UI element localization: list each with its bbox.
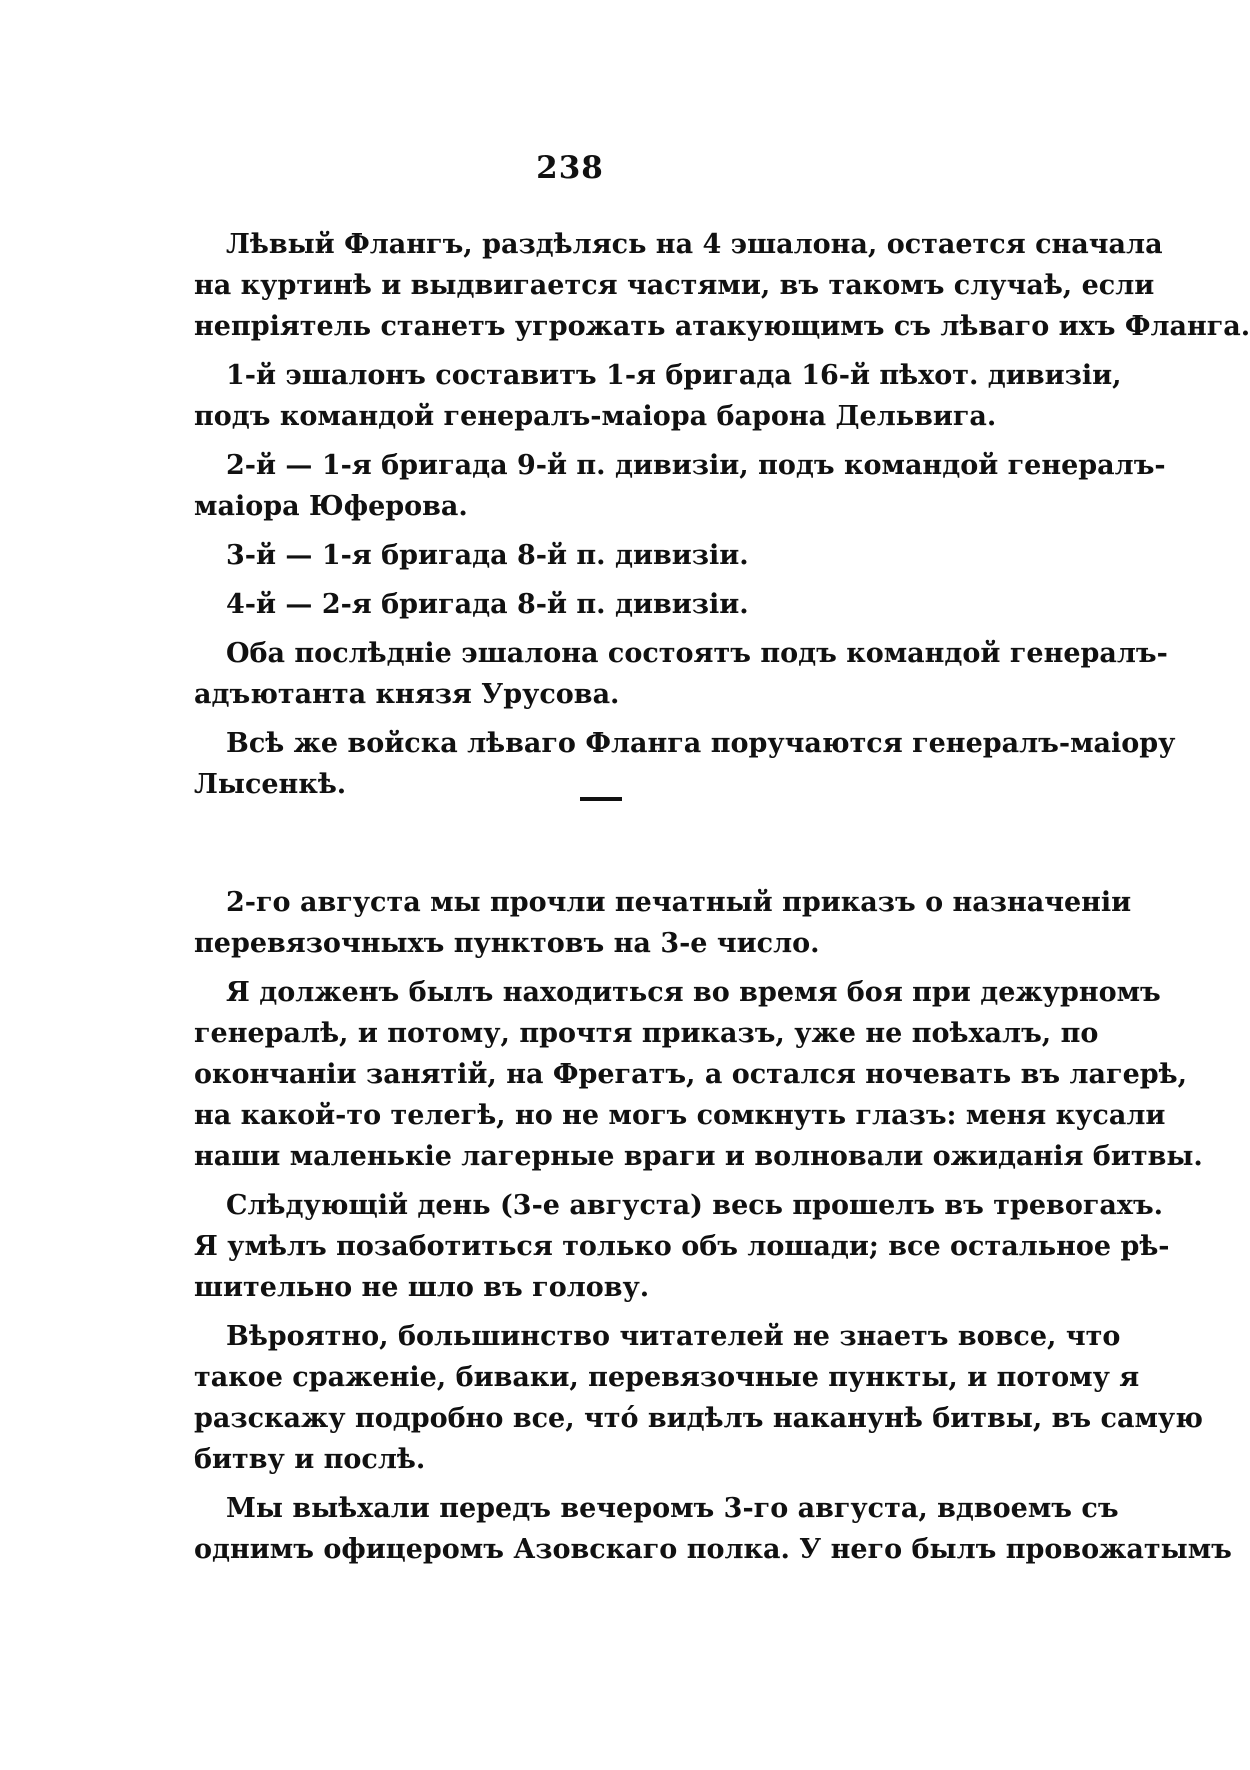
- paragraph: [194, 224, 1250, 347]
- paragraph: [194, 584, 1009, 625]
- text-line: Лѣвый Флангъ, раздѣлясь на 4 эшалона, остается сначала: [226, 229, 1163, 260]
- text-line: маіора Юферова.: [194, 491, 468, 522]
- text-line: Я умѣлъ позаботиться только объ лошади; все остальное рѣ-: [194, 1231, 1170, 1262]
- paragraph: [194, 445, 1166, 527]
- paragraph: [194, 355, 1122, 437]
- paragraph: [194, 633, 1168, 715]
- text-line: наши маленькіе лагерные враги и волновали ожиданія битвы.: [194, 1141, 1203, 1172]
- text-line: непріятель станетъ угрожать атакующимъ съ лѣваго ихъ Фланга.: [194, 311, 1250, 342]
- text-line: Лысенкѣ.: [194, 769, 347, 800]
- text-line: 4-й — 2-я бригада 8-й п. дивизіи.: [226, 589, 749, 620]
- text-line: Мы выѣхали передъ вечеромъ 3-го августа, вдвоемъ съ: [226, 1493, 1119, 1524]
- text-line: на какой-то телегѣ, но не могъ сомкнуть глазъ: меня кусали: [194, 1100, 1166, 1131]
- paragraph: [194, 1185, 1170, 1308]
- text-block-bottom: [194, 882, 1232, 1578]
- paragraph: [194, 972, 1203, 1177]
- paragraph: [194, 723, 1176, 805]
- text-line: Я долженъ былъ находиться во время боя при дежурномъ: [226, 977, 1161, 1008]
- text-line: Слѣдующій день (3-е августа) весь прошелъ въ тревогахъ.: [226, 1190, 1164, 1221]
- text-line: 2-го августа мы прочли печатный приказъ о назначеніи: [226, 887, 1132, 918]
- text-line: Вѣроятно, большинство читателей не знаетъ вовсе, что: [226, 1321, 1121, 1352]
- paragraph: [194, 882, 1132, 964]
- text-line: 2-й — 1-я бригада 9-й п. дивизіи, подъ командой генералъ-: [226, 450, 1166, 481]
- text-line: разскажу подробно все, что́ видѣлъ наканунѣ битвы, въ самую: [194, 1403, 1203, 1434]
- paragraph: [194, 1316, 1203, 1480]
- paragraph: [194, 535, 1009, 576]
- text-block-top: [194, 224, 1250, 813]
- text-line: окончаніи занятій, на Фрегатъ, а остался ночевать въ лагерѣ,: [194, 1059, 1188, 1090]
- text-line: подъ командой генералъ-маіора барона Дельвига.: [194, 401, 997, 432]
- paragraph: [194, 1488, 1232, 1570]
- text-line: шительно не шло въ голову.: [194, 1272, 650, 1303]
- text-line: однимъ офицеромъ Азовскаго полка. У него былъ провожатымъ: [194, 1534, 1232, 1565]
- text-line: такое сраженіе, биваки, перевязочные пункты, и потому я: [194, 1362, 1140, 1393]
- text-line: на куртинѣ и выдвигается частями, въ такомъ случаѣ, если: [194, 270, 1155, 301]
- text-line: Всѣ же войска лѣваго Фланга поручаются генералъ-маіору: [226, 728, 1176, 759]
- text-line: перевязочныхъ пунктовъ на 3-е число.: [194, 928, 820, 959]
- text-line: Оба послѣдніе эшалона состоятъ подъ командой генералъ-: [226, 638, 1168, 669]
- text-line: битву и послѣ.: [194, 1444, 426, 1475]
- section-separator: [580, 797, 622, 801]
- text-line: адъютанта князя Урусова.: [194, 679, 620, 710]
- page-number: 238: [536, 150, 604, 186]
- text-line: 1-й эшалонъ составитъ 1-я бригада 16-й пѣхот. дивизіи,: [226, 360, 1122, 391]
- text-line: 3-й — 1-я бригада 8-й п. дивизіи.: [226, 540, 749, 571]
- text-line: генералѣ, и потому, прочтя приказъ, уже не поѣхалъ, по: [194, 1018, 1099, 1049]
